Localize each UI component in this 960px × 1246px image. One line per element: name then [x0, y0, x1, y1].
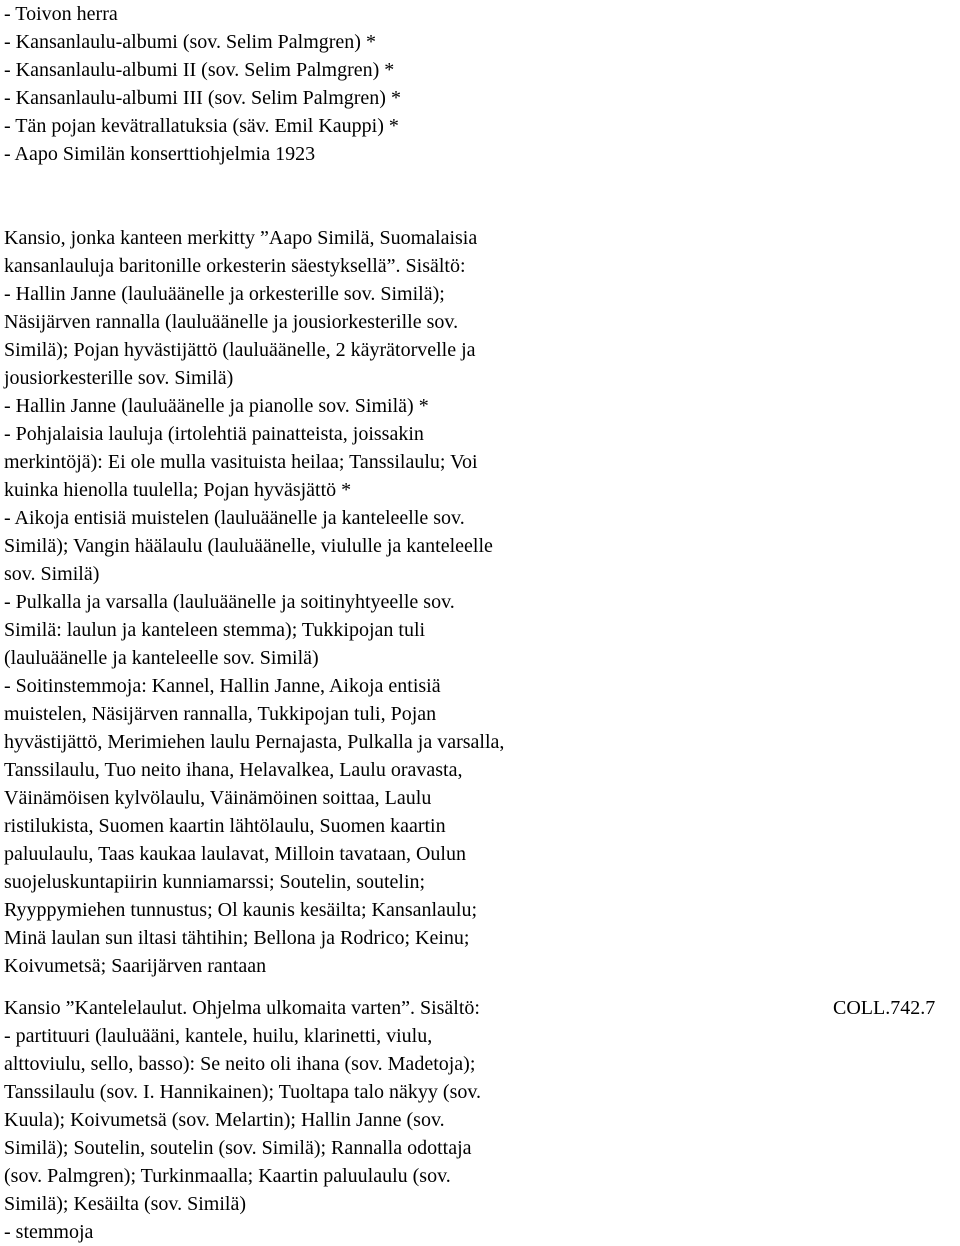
text-line: Kuula); Koivumetsä (sov. Melartin); Hallin Janne (sov.	[4, 1109, 445, 1131]
text-line: kuinka hienolla tuulella; Pojan hyväsjättö *	[4, 479, 352, 501]
text-line: - Pohjalaisia lauluja (irtolehtiä painatteista, joissakin	[4, 423, 424, 445]
text-line: Näsijärven rannalla (lauluäänelle ja jousiorkesterille sov.	[4, 311, 459, 333]
text-line: merkintöjä): Ei ole mulla vasituista heilaa; Tanssilaulu; Voi	[4, 451, 478, 473]
top-list	[4, 0, 644, 168]
text-line: Tanssilaulu, Tuo neito ihana, Helavalkea, Laulu oravasta,	[4, 759, 463, 781]
text-line: Similä: laulun ja kanteleen stemma); Tukkipojan tuli	[4, 619, 426, 641]
text-line: Similä); Pojan hyvästijättö (lauluäänelle, 2 käyrätorvelle ja	[4, 339, 476, 361]
text-line: ristilukista, Suomen kaartin lähtölaulu, Suomen kaartin	[4, 815, 446, 837]
text-line: Väinämöisen kylvölaulu, Väinämöinen soittaa, Laulu	[4, 787, 432, 809]
text-line: - stemmoja	[4, 1221, 94, 1243]
kansio-1-description	[4, 224, 644, 980]
text-line: paluulaulu, Taas kaukaa laulavat, Milloin tavataan, Oulun	[4, 843, 466, 865]
text-line: Ryyppymiehen tunnustus; Ol kaunis kesäilta; Kansanlaulu;	[4, 899, 478, 921]
text-line: Similä); Soutelin, soutelin (sov. Similä); Rannalla odottaja	[4, 1137, 472, 1159]
list-item: - Kansanlaulu-albumi (sov. Selim Palmgren) *	[4, 31, 376, 53]
text-line: sov. Similä)	[4, 563, 100, 585]
text-line: - Hallin Janne (lauluäänelle ja orkesterille sov. Similä);	[4, 283, 445, 305]
list-item: - Tän pojan kevätrallatuksia (säv. Emil Kauppi) *	[4, 115, 399, 137]
kansio-2-description	[4, 994, 644, 1246]
text-line: hyvästijättö, Merimiehen laulu Pernajasta, Pulkalla ja varsalla,	[4, 731, 505, 753]
text-line: (sov. Palmgren); Turkinmaalla; Kaartin paluulaulu (sov.	[4, 1165, 451, 1187]
text-line: alttoviulu, sello, basso): Se neito oli ihana (sov. Madetoja);	[4, 1053, 476, 1075]
text-line: (lauluäänelle ja kanteleelle sov. Similä)	[4, 647, 319, 669]
text-line: Similä); Kesäilta (sov. Similä)	[4, 1193, 247, 1215]
text-line: suojeluskuntapiirin kunniamarssi; Soutelin, soutelin;	[4, 871, 426, 893]
text-line: muistelen, Näsijärven rannalla, Tukkipojan tuli, Pojan	[4, 703, 437, 725]
text-line: Tanssilaulu (sov. I. Hannikainen); Tuoltapa talo näkyy (sov.	[4, 1081, 482, 1103]
text-line: - Aikoja entisiä muistelen (lauluäänelle ja kanteleelle sov.	[4, 507, 465, 529]
text-line: - partituuri (lauluääni, kantele, huilu, klarinetti, viulu,	[4, 1025, 433, 1047]
text-line: Kansio, jonka kanteen merkitty ”Aapo Similä, Suomalaisia	[4, 227, 478, 249]
text-line: - Pulkalla ja varsalla (lauluäänelle ja soitinyhtyeelle sov.	[4, 591, 455, 613]
text-line: - Soitinstemmoja: Kannel, Hallin Janne, Aikoja entisiä	[4, 675, 441, 697]
list-item: - Aapo Similän konserttiohjelmia 1923	[4, 143, 316, 165]
text-line: Kansio ”Kantelelaulut. Ohjelma ulkomaita varten”. Sisältö:	[4, 997, 480, 1019]
shelf-mark: COLL.742.7	[833, 997, 936, 1019]
list-item: - Toivon herra	[4, 3, 118, 25]
list-item: - Kansanlaulu-albumi II (sov. Selim Palmgren) *	[4, 59, 395, 81]
text-line: Minä laulan sun iltasi tähtihin; Bellona ja Rodrico; Keinu;	[4, 927, 470, 949]
text-line: Similä); Vangin häälaulu (lauluäänelle, viululle ja kanteleelle	[4, 535, 493, 557]
text-line: jousiorkesterille sov. Similä)	[4, 367, 234, 389]
text-line: - Hallin Janne (lauluäänelle ja pianolle sov. Similä) *	[4, 395, 429, 417]
text-line: Koivumetsä; Saarijärven rantaan	[4, 955, 267, 977]
text-line: kansanlauluja baritonille orkesterin säestyksellä”. Sisältö:	[4, 255, 466, 277]
list-item: - Kansanlaulu-albumi III (sov. Selim Palmgren) *	[4, 87, 401, 109]
